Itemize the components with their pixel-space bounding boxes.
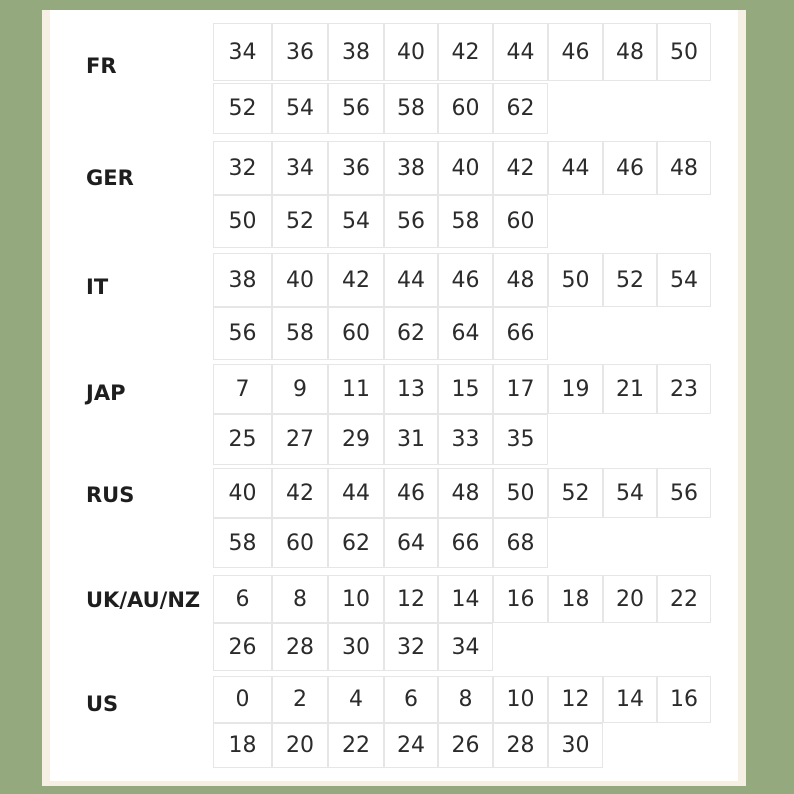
size-cell: 48 [438, 468, 493, 518]
size-cell: 60 [272, 518, 328, 568]
size-cell: 29 [328, 414, 384, 465]
size-cell: 8 [272, 575, 328, 623]
size-cell: 42 [493, 141, 548, 195]
size-cell: 56 [213, 307, 272, 360]
size-cell: 18 [213, 723, 272, 768]
size-cell: 50 [493, 468, 548, 518]
size-cell: 44 [548, 141, 603, 195]
size-cell: 56 [657, 468, 711, 518]
size-cell: 31 [384, 414, 438, 465]
size-cell: 16 [493, 575, 548, 623]
size-cell: 32 [384, 623, 438, 671]
size-cell: 35 [493, 414, 548, 465]
size-cell: 10 [493, 676, 548, 723]
size-cell: 32 [213, 141, 272, 195]
size-cell: 66 [493, 307, 548, 360]
size-cell: 27 [272, 414, 328, 465]
size-cell: 52 [213, 83, 272, 134]
size-cell: 50 [657, 23, 711, 81]
size-cell: 62 [384, 307, 438, 360]
size-cell: 36 [328, 141, 384, 195]
size-cell: 40 [438, 141, 493, 195]
row-label: RUS [86, 483, 135, 507]
size-cell: 46 [438, 253, 493, 307]
size-cell: 64 [384, 518, 438, 568]
size-cell: 38 [213, 253, 272, 307]
size-cell: 2 [272, 676, 328, 723]
size-cell: 42 [438, 23, 493, 81]
row-label: IT [86, 275, 109, 299]
size-cell: 50 [213, 195, 272, 248]
size-cell: 52 [603, 253, 657, 307]
size-cell: 36 [272, 23, 328, 81]
size-cell: 52 [548, 468, 603, 518]
size-cell: 50 [548, 253, 603, 307]
size-cell: 54 [272, 83, 328, 134]
size-cell: 44 [384, 253, 438, 307]
size-cell: 56 [328, 83, 384, 134]
size-cell: 48 [603, 23, 657, 81]
size-cell: 42 [328, 253, 384, 307]
size-cell: 54 [603, 468, 657, 518]
size-cell: 46 [384, 468, 438, 518]
size-cell: 15 [438, 364, 493, 414]
size-cell: 26 [213, 623, 272, 671]
size-cell: 22 [328, 723, 384, 768]
size-cell: 20 [272, 723, 328, 768]
size-cell: 24 [384, 723, 438, 768]
size-cell: 44 [328, 468, 384, 518]
size-cell: 14 [438, 575, 493, 623]
size-cell: 16 [657, 676, 711, 723]
size-cell: 12 [548, 676, 603, 723]
size-cell: 58 [272, 307, 328, 360]
size-cell: 21 [603, 364, 657, 414]
size-cell: 54 [328, 195, 384, 248]
size-cell: 58 [438, 195, 493, 248]
size-cell: 62 [493, 83, 548, 134]
size-cell: 44 [493, 23, 548, 81]
size-cell: 14 [603, 676, 657, 723]
row-label: JAP [86, 381, 126, 405]
size-cell: 23 [657, 364, 711, 414]
size-cell: 18 [548, 575, 603, 623]
size-cell: 46 [603, 141, 657, 195]
size-cell: 12 [384, 575, 438, 623]
size-cell: 58 [213, 518, 272, 568]
size-cell: 34 [272, 141, 328, 195]
size-cell: 26 [438, 723, 493, 768]
size-cell: 28 [493, 723, 548, 768]
size-cell: 58 [384, 83, 438, 134]
size-cell: 30 [328, 623, 384, 671]
size-cell: 13 [384, 364, 438, 414]
row-label: US [86, 692, 119, 716]
size-cell: 60 [493, 195, 548, 248]
size-cell: 48 [493, 253, 548, 307]
size-cell: 33 [438, 414, 493, 465]
size-cell: 40 [213, 468, 272, 518]
size-cell: 68 [493, 518, 548, 568]
row-label: UK/AU/NZ [86, 588, 201, 612]
size-cell: 62 [328, 518, 384, 568]
size-cell: 8 [438, 676, 493, 723]
size-cell: 22 [657, 575, 711, 623]
size-cell: 40 [384, 23, 438, 81]
size-cell: 60 [438, 83, 493, 134]
size-cell: 56 [384, 195, 438, 248]
size-cell: 54 [657, 253, 711, 307]
size-cell: 46 [548, 23, 603, 81]
size-cell: 48 [657, 141, 711, 195]
size-cell: 20 [603, 575, 657, 623]
size-cell: 25 [213, 414, 272, 465]
size-cell: 52 [272, 195, 328, 248]
size-cell: 6 [384, 676, 438, 723]
size-cell: 28 [272, 623, 328, 671]
size-cell: 42 [272, 468, 328, 518]
size-cell: 38 [328, 23, 384, 81]
size-cell: 11 [328, 364, 384, 414]
size-cell: 19 [548, 364, 603, 414]
size-cell: 10 [328, 575, 384, 623]
size-cell: 40 [272, 253, 328, 307]
size-cell: 60 [328, 307, 384, 360]
size-cell: 7 [213, 364, 272, 414]
size-cell: 64 [438, 307, 493, 360]
size-cell: 30 [548, 723, 603, 768]
size-cell: 9 [272, 364, 328, 414]
size-cell: 34 [213, 23, 272, 81]
size-cell: 6 [213, 575, 272, 623]
row-label: GER [86, 166, 134, 190]
size-cell: 17 [493, 364, 548, 414]
row-label: FR [86, 54, 117, 78]
size-cell: 4 [328, 676, 384, 723]
size-cell: 66 [438, 518, 493, 568]
size-cell: 34 [438, 623, 493, 671]
size-cell: 38 [384, 141, 438, 195]
size-cell: 0 [213, 676, 272, 723]
